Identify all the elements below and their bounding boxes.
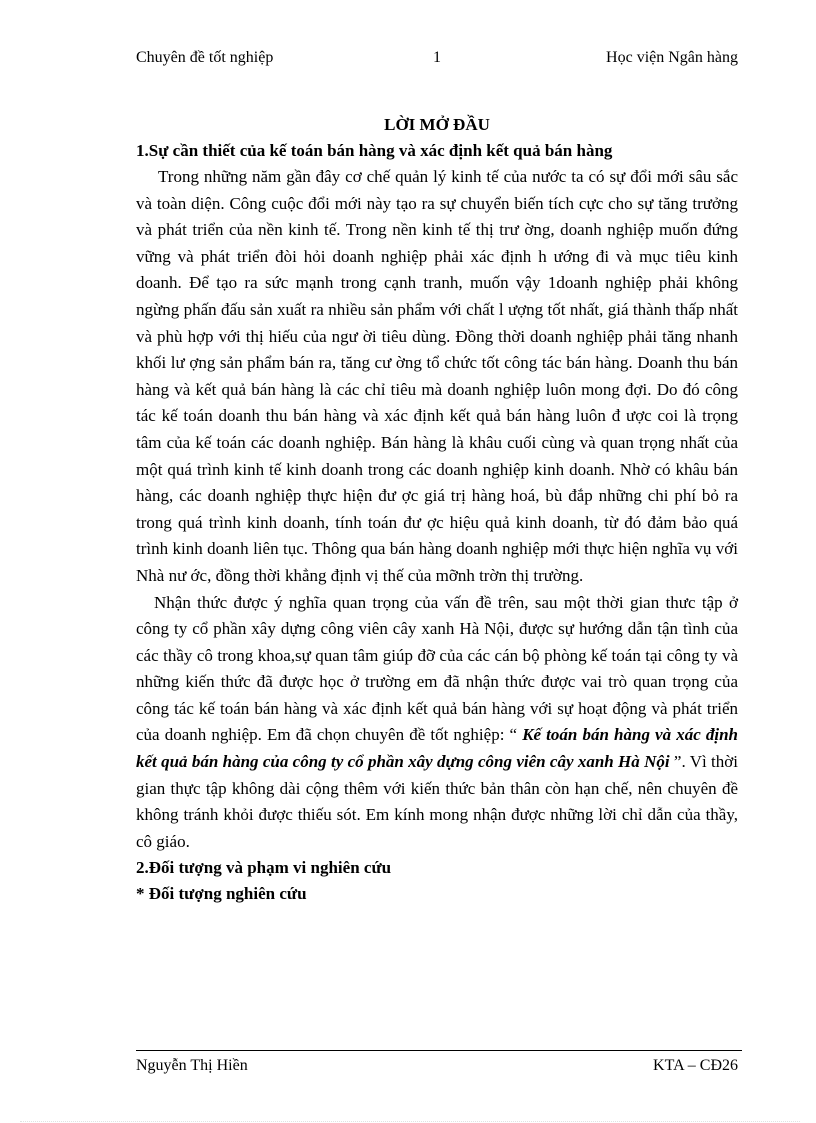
footer-divider [136,1050,742,1051]
header-document-type: Chuyên đề tốt nghiệp [136,49,274,66]
section-1-paragraph-2 [136,590,738,856]
document-body [136,112,738,907]
section-1-paragraph-1: Trong những năm gần đây cơ chế quản lý kinh tế của nước ta có sự đổi mới sâu sắc và toàn diện. Công cuộc đổi mới này tạo ra sự chuyển biến tích cực cho sự tăng trưởng và phát triển của nền kinh tế. Trong nền kinh tế thị trư ờng, doanh nghiệp muốn đứng vững và phát triển đòi hỏi doanh nghiệp phải xác định h ướng đi và mục tiêu kinh doanh. Để tạo ra sức mạnh trong cạnh tranh, muốn vậy 1doanh nghiệp phải không ngừng phấn đấu sản xuất ra nhiều sản phẩm với chất l ượng tốt nhất, giá thành thấp nhất và phù hợp với thị hiếu của ngư ời tiêu dùng. Đồng thời doanh nghiệp phải tăng nhanh khối lư ợng sản phẩm bán ra, tăng cư ờng tổ chức tốt công tác bán hàng. Doanh thu bán hàng và kết quả bán hàng là các chỉ tiêu mà doanh nghiệp luôn mong đợi. Do đó công tác kế toán doanh thu bán hàng và xác định kết quả bán hàng luôn đ ược coi là trọng tâm của kế toán các doanh nghiệp. Bán hàng là khâu cuối cùng và quan trọng nhất của một quá trình kinh tế kinh doanh trong các doanh nghiệp kinh doanh. Nhờ có khâu bán hàng, các doanh nghiệp thực hiện đư ợc giá trị hàng hoá, bù đắp những chi phí bỏ ra trong quá trình kinh doanh, tính toán đư ợc hiệu quả kinh doanh, từ đó đảm bảo quá trình kinh doanh liên tục. Thông qua bán hàng doanh nghiệp mới thực hiện nghĩa vụ với Nhà nư ớc, đồng thời khẳng định vị thế của mỡnh trờn thị trường. [136,167,738,585]
footer-author: Nguyễn Thị Hiền [136,1057,248,1074]
page-bottom-edge [20,1121,800,1122]
section-2-subheading: * Đối tượng nghiên cứu [136,884,307,904]
section-1-heading: 1.Sự cần thiết của kế toán bán hàng và xác định kết quả bán hàng [136,141,613,160]
header-page-number: 1 [433,49,441,66]
header-institution: Học viện Ngân hàng [606,49,738,66]
paragraph-2-text-start: Nhận thức được ý nghĩa quan trọng của vấn đề trên, sau một thời gian thưc tập ở công ty cổ phần xây dựng công viên cây xanh Hà Nội, được sự hướng dẫn tận tình của các thầy cô trong khoa,sự quan tâm giúp đỡ của các cán bộ phòng kế toán tại công ty và những kiến thức đã được học ở trường em đã nhận thức được vai trò quan trọng của công tác kế toán bán hàng và xác định kết quả bán hàng với sự hoạt động và phát triển của doanh nghiệp. Em đã chọn chuyên đề tốt nghiệp: “ [136,592,738,745]
thesis-topic-title: Kế toán bán hàng và xác định kết quả bán hàng của công ty cổ phần xây dựng công viên cây xanh Hà Nội [136,725,738,772]
footer-class-code: KTA – CĐ26 [653,1057,738,1074]
paragraph-2-text-end: ”. Vì thời gian thực tập không dài cộng thêm với kiến thức bản thân còn hạn chế, nên chuyên đề không tránh khỏi được thiếu sót. Em kính mong nhận được những lời chỉ dẫn của thầy, cô giáo. [136,752,738,851]
section-2-heading: 2.Đối tượng và phạm vi nghiên cứu [136,858,392,878]
page-title: LỜI MỞ ĐẦU [384,115,490,134]
